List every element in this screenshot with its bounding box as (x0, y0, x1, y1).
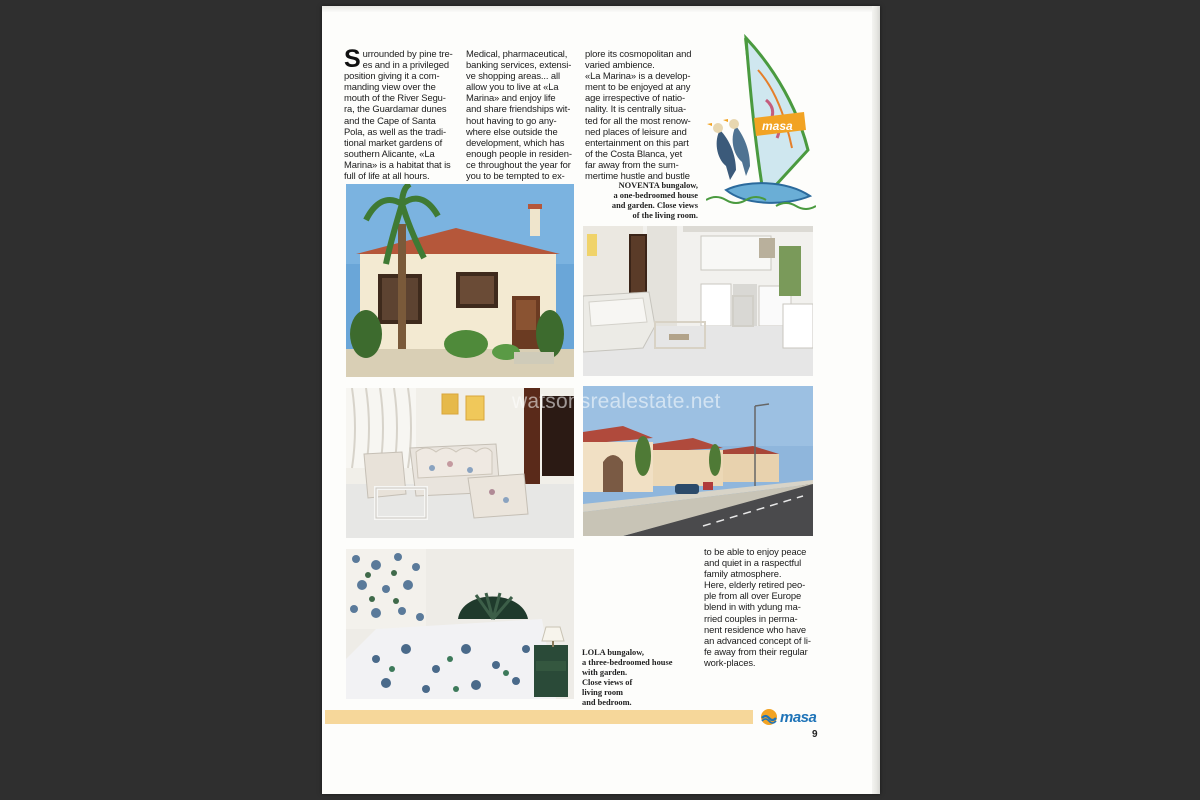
footer-bar (325, 710, 753, 724)
windsurf-sail-icon (706, 30, 816, 210)
brand-logo-text: masa (780, 708, 817, 726)
lola-bedroom-photo (346, 549, 574, 699)
bungalow-exterior-photo (346, 184, 574, 377)
drop-cap: S (344, 45, 361, 73)
lola-living-room-photo (346, 388, 574, 538)
watermark-text: watsonsrealestate.net (512, 390, 721, 413)
magazine-page (322, 6, 880, 794)
article-column-1 (344, 45, 456, 182)
page-number: 9 (812, 729, 818, 740)
sail-brand-text: masa (762, 119, 793, 133)
article-column-2: Medical, pharmaceutical, banking services, extensi- ve shopping areas... all allow you to live at «La Marina» and enjoy life and share friendships wit- hout having to go any- where else outside the development, which has enough people in residen- ce throughout the year for you to be tempted to ex- (466, 48, 572, 182)
lola-caption: LOLA bungalow, a three-bedroomed house with garden. Close views of living room and bedroom. (582, 648, 673, 707)
article-column-3: plore its cosmopolitan and varied ambience. «La Marina» is a develop- ment to be enjoyed at any age irrespective of natio- nality. It is centrally situa- ted for all the most renow- ned places of leisure and entertainment on this part of the Costa Blanca, yet far away from the sum- mertime hustle and bustle (585, 48, 692, 182)
noventa-living-room-photo (583, 226, 813, 376)
masa-wave-icon (760, 708, 778, 726)
page-top-edge (322, 6, 880, 12)
article-column-4: to be able to enjoy peace and quiet in a raspectful family atmosphere. Here, elderly retired peo- ple from all over Europe blend in with ydung ma- rried couples in perma- nent residence who have an advanced concept of li- fe away from their regular work-places. (704, 546, 811, 668)
page-right-edge (872, 6, 880, 794)
column-1-text: urrounded by pine tre- es and in a privileged position giving it a com- manding view over the mouth of the River Segu- ra, the Guardamar dunes and the Cape of Santa Pola, as well as the tradi- tional market gardens of southern Alicante, «La Marina» is a habitat that is full of life at all hours. (344, 48, 453, 182)
noventa-caption: NOVENTA bungalow, a one-bedroomed house and garden. Close views of the living room. (611, 181, 698, 220)
street-view-photo (583, 386, 813, 536)
footer-logo (760, 707, 822, 727)
